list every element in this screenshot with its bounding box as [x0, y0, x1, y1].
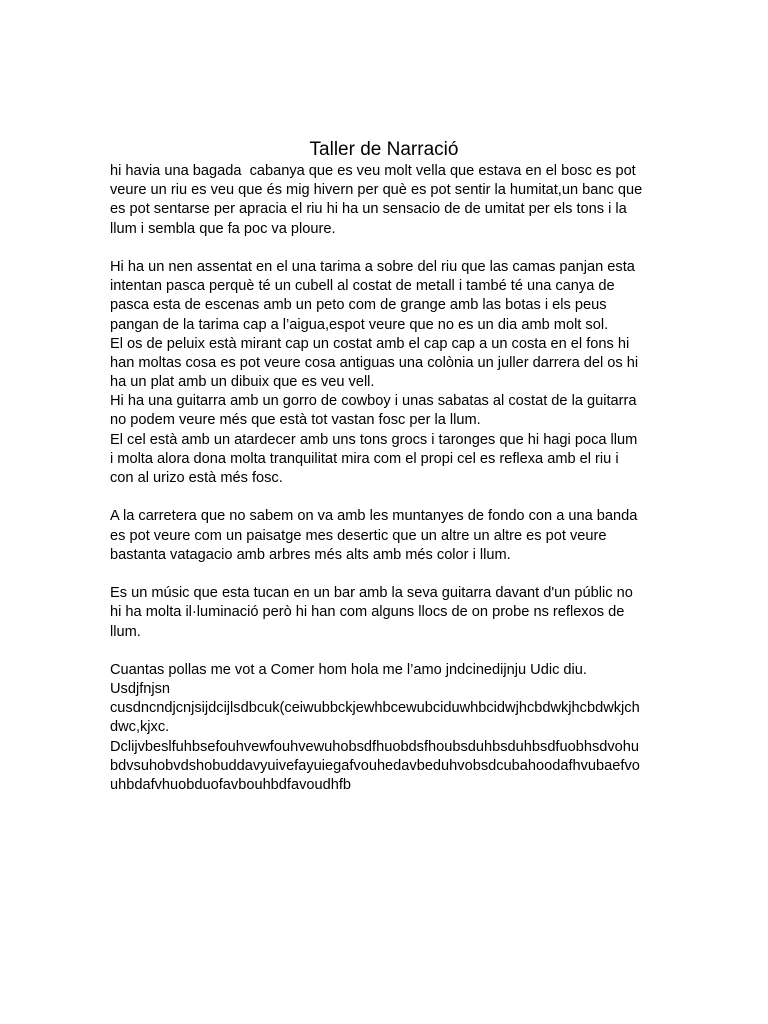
text-line: uhbdafvhuobduofavbouhbdfavoudhfb — [110, 777, 352, 793]
text-line: dwc,kjxc. — [110, 719, 170, 736]
text-line: i molta alora dona molta tranquilitat mira com el propi cel es reflexa amb el riu i — [110, 450, 619, 467]
text-line: es pot sentarse per apracia el riu hi ha un sensacio de de umitat per els tons i la — [110, 201, 627, 218]
document-body — [110, 162, 680, 795]
text-line: han moltas cosa es pot veure cosa antiguas una colònia un juller darrera del os hi — [110, 354, 639, 371]
text-line: es pot veure com un paisatge mes desertic que un altre un altre es pot veure — [110, 527, 607, 544]
text-line: bdvsuhobvdshobuddavyuivefayuiegafvouhedavbeduhvobsdcubahoodafhvubaefvo — [110, 757, 640, 774]
text-line: llum i sembla que fa poc va ploure. — [110, 220, 336, 237]
text-line: A la carretera que no sabem on va amb les muntanyes de fondo con a una banda — [110, 508, 638, 525]
text-line: intentan pasca perquè té un cubell al costat de metall i també té una canya de — [110, 278, 615, 295]
text-line: Usdjfnjsn — [110, 681, 171, 698]
text-line: bastanta vatagacio amb arbres més alts amb més color i llum. — [110, 546, 511, 563]
text-line: pasca esta de escenas amb un peto com de grange amb las botas i els peus — [110, 297, 607, 314]
blank-line — [110, 488, 680, 507]
text-line: El cel està amb un atardecer amb uns tons grocs i taronges que hi hagi poca llum — [110, 431, 638, 448]
text-line: Dclijvbeslfuhbsefouhvewfouhvewuhobsdfhuobdsfhoubsduhbsduhbsdfuobhsdvohu — [110, 738, 640, 755]
text-line: hi ha molta il·luminació però hi han com alguns llocs de on probe ns reflexos de — [110, 604, 625, 621]
text-line: Hi ha un nen assentat en el una tarima a sobre del riu que las camas panjan esta — [110, 258, 635, 275]
text-line: cusdncndjcnjsijdcijlsdbcuk(ceiwubbckjewhbcewubciduwhbcidwjhcbdwkjhcbdwkjch — [110, 700, 640, 717]
text-line: no podem veure més que està tot vastan fosc per la llum. — [110, 412, 481, 429]
text-line: llum. — [110, 623, 141, 640]
blank-line — [110, 565, 680, 584]
text-line: Hi ha una guitarra amb un gorro de cowboy i unas sabatas al costat de la guitarra — [110, 393, 637, 410]
text-line: con al urizo està més fosc. — [110, 470, 283, 486]
text-line: Cuantas pollas me vot a Comer hom hola me l’amo jndcinedijnju Udic diu. — [110, 661, 587, 678]
text-line: El os de peluix està mirant cap un costat amb el cap cap a un costa en el fons hi — [110, 335, 630, 352]
text-line: hi havia una bagada cabanya que es veu molt vella que estava en el bosc es pot — [110, 163, 636, 179]
text-line: Es un músic que esta tucan en un bar amb la seva guitarra davant d'un públic no — [110, 585, 633, 602]
document-title: Taller de Narració — [309, 139, 459, 160]
blank-line — [110, 239, 680, 258]
text-line: ha un plat amb un dibuix que es veu vell. — [110, 374, 375, 391]
blank-line — [110, 642, 680, 661]
text-line: veure un riu es veu que és mig hivern per què es pot sentir la humitat,un banc que — [110, 182, 643, 199]
text-line: pangan de la tarima cap a l’aigua,espot veure que no es un dia amb molt sol. — [110, 316, 609, 333]
